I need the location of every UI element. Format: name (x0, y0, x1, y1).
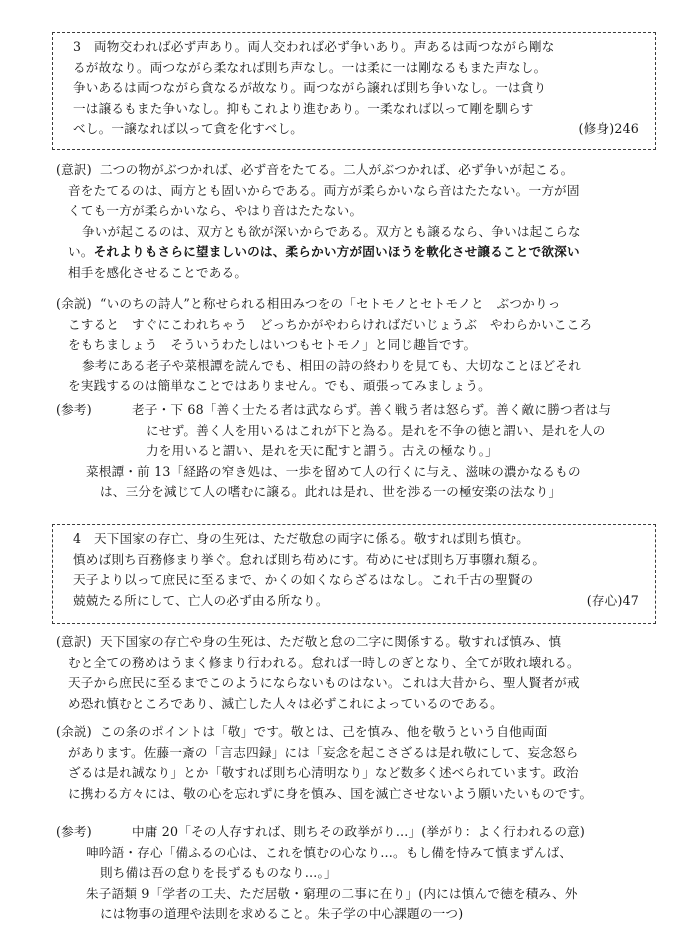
quote-line: 天子より以って庶民に至るまで、かくの如くならざるはなし。これ千古の聖賢の (73, 572, 534, 588)
section-label: (余説) (56, 296, 92, 311)
text-line: 老子・下 68「善く士たる者は武ならず。善く戦う者は怒らず。善く敵に勝つ者は与 (132, 402, 612, 417)
section-label: (余説) (56, 724, 92, 739)
quote-text: べし。一譲なれば以って貪を化すべし。 (73, 121, 304, 137)
text-line: 則ち備は吾の怠りを長ずるものなり…。」 (100, 865, 337, 881)
text-line: 参考にある老子や菜根譚を読んでも、相田の詩の終わりを見ても、大切なことほどそれ (82, 357, 581, 373)
quote-line: 4 天下国家の存亡、身の生死は、ただ敬怠の両字に係る。敬すれば則ち慎む。 (73, 531, 529, 546)
section-label: (参考) (56, 402, 92, 417)
text-line: には物事の道理や法則を求めること。朱子学の中心課題の一つ) (100, 906, 464, 922)
text-line: ざるは是れ誠なり」とか「敬すれば則ち心清明なり」など数多く述べられています。政治 (68, 765, 579, 781)
quote-box-4 (52, 524, 656, 624)
quote-text: 兢兢たる所にして、亡人の必ず由る所なり。 (73, 592, 329, 608)
text-line: に携わる方々には、敬の心を忘れずに身を慎み、国を滅亡させないよう願いたいものです。 (68, 785, 593, 801)
text-line: 力を用いると謂い、是れを天に配すと謂う。古えの極なり。」 (146, 443, 498, 459)
reference-4 (56, 822, 666, 925)
text-line: 菜根譚・前 13「経路の窄き処は、一歩を留めて人の行くに与え、滋味の濃かなるもの (86, 463, 581, 479)
text-line: め恐れ慎むところであり、滅亡した人々は必ずこれによっているのである。 (68, 695, 503, 711)
text-line: にせず。善く人を用いるはこれが下と為る。是れを不争の徳と謂い、是れを人の (146, 422, 606, 438)
text-line: を実践するのは簡単なことではありません。でも、頑張ってみましょう。 (68, 378, 491, 394)
text-line: むと全ての務めはうまく修まり行われる。怠れば一時しのぎとなり、全てが敗れ壊れる。 (68, 654, 580, 670)
text-line: 音をたてるのは、両方とも固いからである。両方が柔らかいなら音はたたない。一方が固 (68, 182, 580, 198)
commentary-3 (56, 294, 666, 397)
section-label: (参考) (56, 824, 92, 839)
quote-source: (存心)47 (586, 592, 639, 608)
text-line: この条のポイントは「敬」です。敬とは、己を慎み、他を敬うという自他両面 (100, 724, 548, 739)
text-line: 中庸 20「その人存すれば、則ちその政挙がり…」(挙がり：よく行われるの意) (132, 824, 586, 839)
text-line: 相手を感化させることである。 (68, 264, 248, 280)
text-line: があります。佐藤一斎の「言志四録」には「妄念を起こさざるは是れ敬にして、妄念怒ら (68, 744, 579, 760)
text-line: 天下国家の存亡や身の生死は、ただ敬と怠の二字に関係する。敬すれば慎み、慎 (100, 634, 562, 649)
text-line: 天子から庶民に至るまでこのようにならないものはない。これは大昔から、聖人賢者が戒 (68, 675, 580, 691)
quote-line (73, 591, 643, 612)
text-line: 二つの物がぶつかれば、必ず音をたてる。二人がぶつかれば、必ず争いが起こる。 (100, 162, 574, 177)
text-line: “いのちの詩人”と称せられる相田みつをの「セトモノとセトモノと ぶつかりっ (100, 296, 561, 311)
text-line: 朱子語類 9「学者の工夫、ただ居敬・窮理の二事に在り」(内には慎んで徳を積み、外 (86, 885, 578, 901)
quote-source: (修身)246 (578, 121, 639, 137)
text-line: 争いが起こるのは、双方とも欲が深いからである。双方とも譲るなら、争いは起こらな (82, 223, 581, 239)
text-plain: い。 (68, 244, 94, 260)
text-line: くても一方が柔らかいなら、やはり音はたたない。 (68, 203, 363, 219)
section-label: (意訳) (56, 634, 92, 649)
quote-line: 慎めば則ち百務修まり挙ぐ。怠れば則ち苟めにす。苟めにせば則ち万事隳れ頽る。 (73, 551, 546, 567)
translation-3 (56, 160, 666, 284)
quote-line: るが故なり。両つながら柔なれば則ち声なし。一は柔に一は剛なるもまた声なし。 (73, 59, 547, 75)
text-line: をもちましょう そういうわたしはいつもセトモノ」と同じ趣旨です。 (68, 337, 477, 353)
section-label: (意訳) (56, 162, 92, 177)
text-emphasis: それよりもさらに望ましいのは、柔らかい方が固いほうを軟化させ譲ることで欲深い (93, 244, 580, 260)
quote-line: 3 両物交われば必ず声あり。両人交われば必ず争いあり。声あるは両つながら剛な (73, 39, 555, 54)
text-line (56, 242, 666, 263)
commentary-4 (56, 722, 666, 804)
quote-box-3 (52, 32, 656, 150)
text-line: 呻吟語・存心「備ふるの心は、これを慎むの心なり…。もし備を恃みて慎まずんば、 (86, 844, 573, 860)
text-line: は、三分を減じて人の嗜むに譲る。此れは是れ、世を渉る一の極安楽の法なり」 (100, 484, 562, 500)
quote-line (73, 119, 643, 140)
reference-3 (56, 400, 666, 503)
quote-line: 一は譲るもまた争いなし。抑もこれより進むあり。一柔なれば以って剛を馴らす (73, 100, 534, 116)
quote-line: 争いあるは両つながら貪なるが故なり。両つながら譲れば則ち争いなし。一は貪り (73, 80, 547, 96)
translation-4 (56, 632, 666, 714)
text-line: こすると すぐにこわれちゃう どっちかがやわらければだいじょうぶ やわらかいこころ (68, 316, 593, 332)
